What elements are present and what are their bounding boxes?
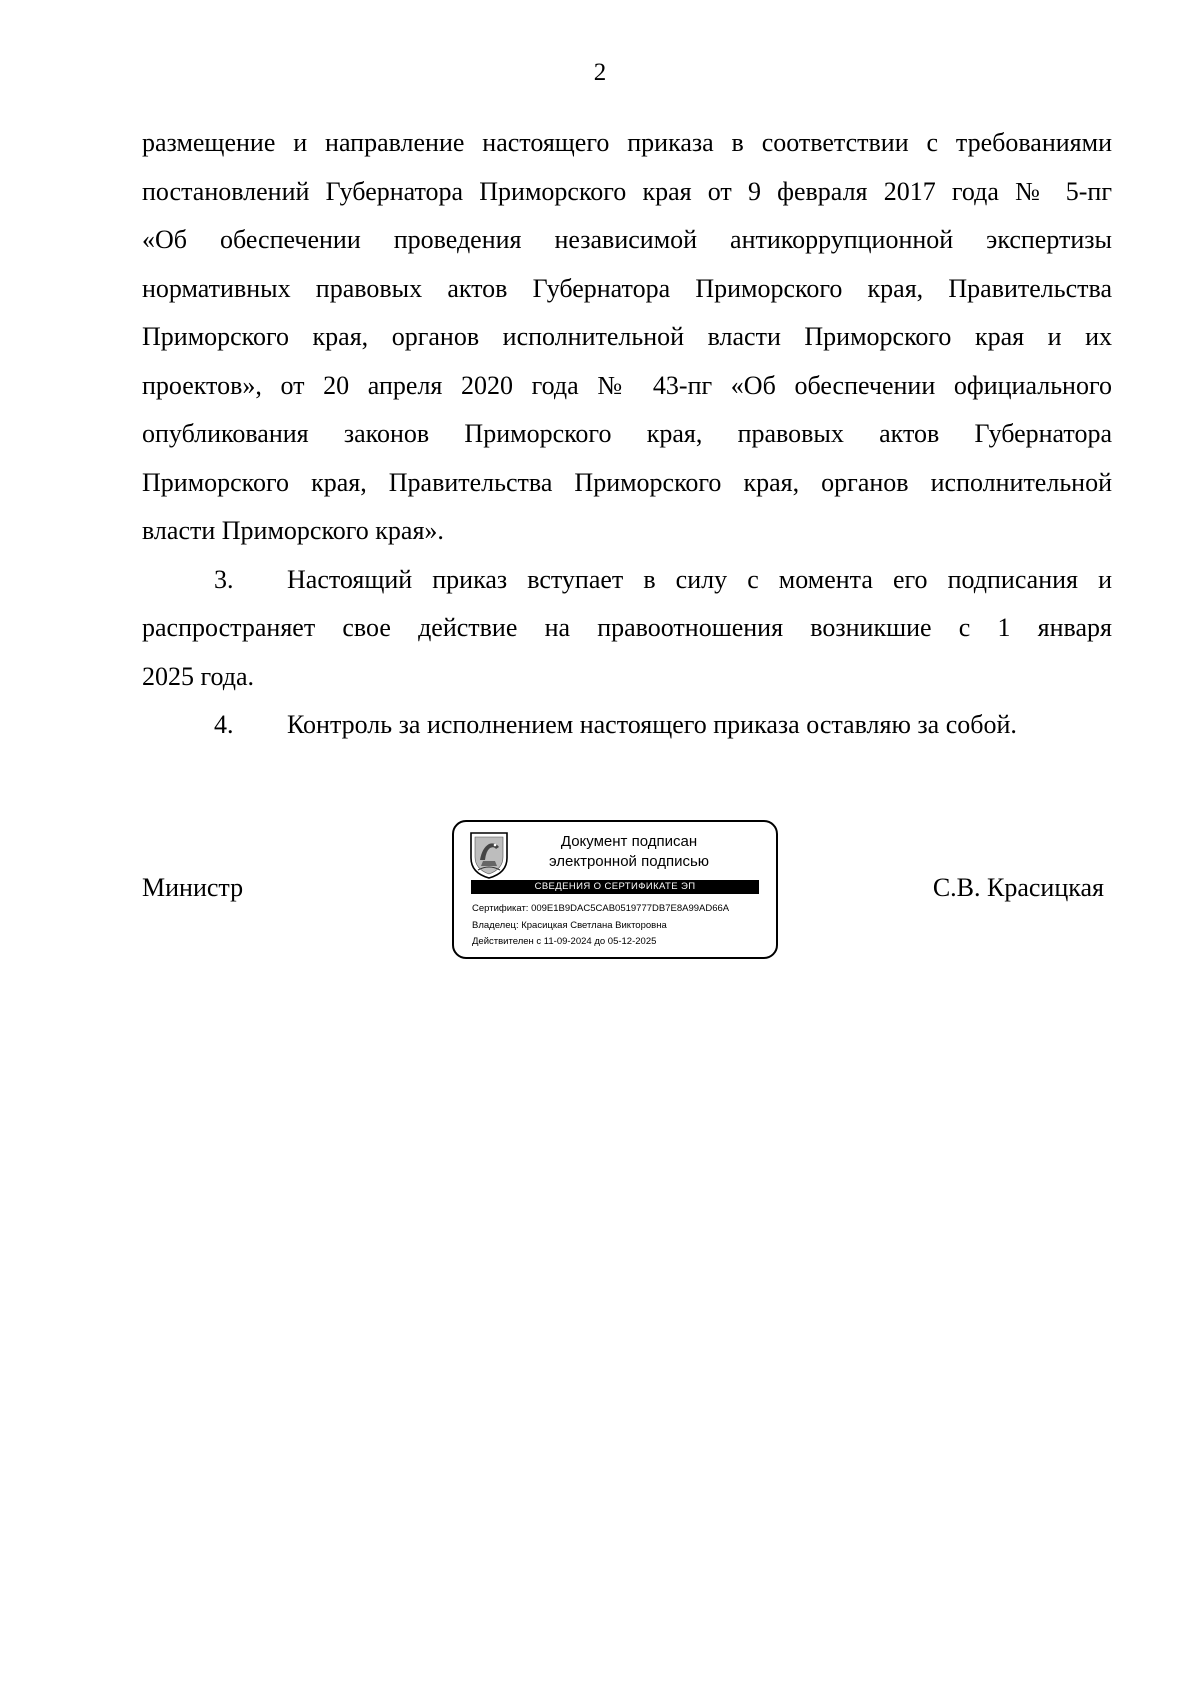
paragraph-line: Приморского края, органов исполнительной власти Приморского края и их <box>142 322 1112 351</box>
electronic-signature-stamp <box>452 820 778 959</box>
certificate-info-bar: СВЕДЕНИЯ О СЕРТИФИКАТЕ ЭП <box>471 880 759 894</box>
clause-text: Настоящий приказ вступает в силу с момента его подписания и <box>287 564 1112 594</box>
paragraph-line: проектов», от 20 апреля 2020 года № 43-пг «Об обеспечении официального <box>142 370 1112 400</box>
certificate-validity: Действителен с 11-09-2024 до 05-12-2025 <box>472 936 657 947</box>
page-number: 2 <box>593 59 607 86</box>
paragraph-line: 2025 года. <box>142 661 255 691</box>
clause-4 <box>142 701 1112 750</box>
paragraph-line: «Об обеспечении проведения независимой антикоррупционной экспертизы <box>142 225 1112 254</box>
continuation-paragraph <box>142 119 1112 556</box>
signatory-name: С.В. Красицкая <box>932 873 1104 902</box>
clause-3 <box>142 556 1112 702</box>
paragraph-line: Приморского края, Правительства Приморского края, органов исполнительной <box>142 467 1112 497</box>
document-body <box>142 119 1112 750</box>
paragraph-line: нормативных правовых актов Губернатора Приморского края, Правительства <box>142 273 1112 303</box>
stamp-heading-line: электронной подписью <box>548 853 710 870</box>
stamp-heading <box>514 832 744 872</box>
signatory-title: Министр <box>142 873 244 902</box>
clause-3-first-line <box>142 556 1112 605</box>
clause-number: 4. <box>214 710 234 739</box>
stamp-heading-line: Документ подписан <box>560 833 698 850</box>
clause-4-line <box>142 701 1112 750</box>
certificate-owner: Владелец: Красицкая Светлана Викторовна <box>472 920 667 931</box>
paragraph-line: постановлений Губернатора Приморского края от 9 февраля 2017 года № 5-пг <box>142 176 1112 206</box>
paragraph-line: распространяет свое действие на правоотношения возникшие с 1 января <box>142 613 1112 642</box>
clause-text: Контроль за исполнением настоящего приказа оставляю за собой. <box>287 710 1017 739</box>
paragraph-line: власти Приморского края». <box>142 516 444 545</box>
clause-number: 3. <box>214 564 234 594</box>
certificate-number: Сертификат: 009E1B9DAC5CAB0519777DB7E8A99AD66A <box>472 903 730 914</box>
paragraph-line: опубликования законов Приморского края, правовых актов Губернатора <box>142 419 1112 448</box>
paragraph-line: размещение и направление настоящего приказа в соответствии с требованиями <box>142 128 1112 157</box>
coat-of-arms-icon <box>468 830 510 880</box>
